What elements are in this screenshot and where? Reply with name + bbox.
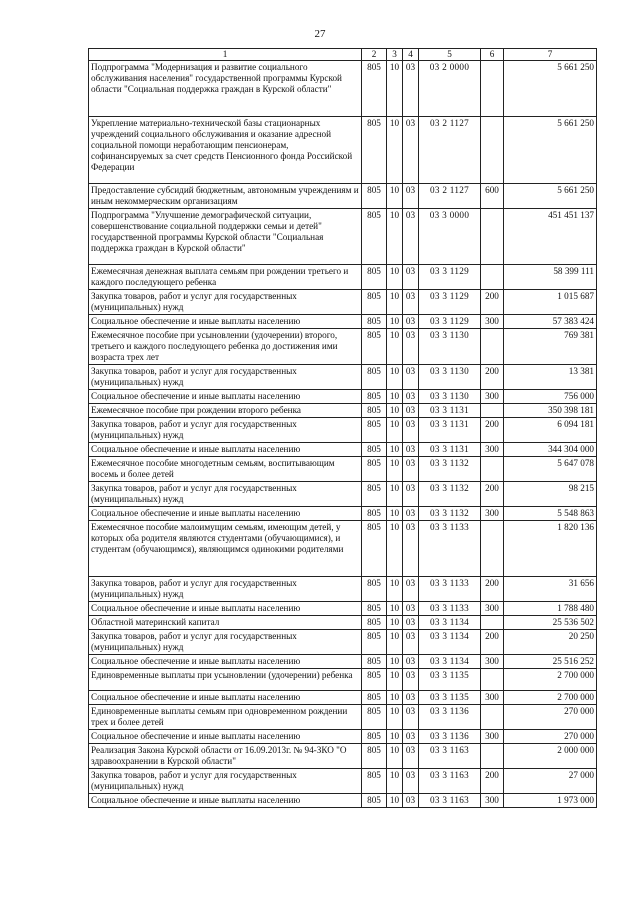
row-name-cell: Укрепление материально-технической базы стационарных учреждений социального обслуживания и оказание адресной социальной помощи неработающим пенсионерам, софинансируемых за счет средств Пенсионного фонда Российской Федерации bbox=[89, 117, 362, 184]
expense-type-cell bbox=[481, 209, 504, 265]
expense-type-cell bbox=[481, 744, 504, 769]
amount-cell: 25 536 502 bbox=[504, 616, 597, 630]
column-header: 7 bbox=[504, 49, 597, 61]
grbs-cell: 805 bbox=[362, 705, 387, 730]
section-cell: 10 bbox=[387, 630, 403, 655]
grbs-cell: 805 bbox=[362, 315, 387, 329]
subsection-cell: 03 bbox=[403, 290, 419, 315]
grbs-cell: 805 bbox=[362, 507, 387, 521]
table-row bbox=[89, 507, 597, 521]
section-cell: 10 bbox=[387, 290, 403, 315]
section-cell: 10 bbox=[387, 769, 403, 794]
amount-cell: 58 399 111 bbox=[504, 265, 597, 290]
expense-type-cell bbox=[481, 117, 504, 184]
grbs-cell: 805 bbox=[362, 290, 387, 315]
row-name-cell: Ежемесячное пособие при усыновлении (удочерении) второго, третьего и каждого последующего ребенка до достижения ими возраста трех лет bbox=[89, 329, 362, 365]
amount-cell: 350 398 181 bbox=[504, 404, 597, 418]
table-row bbox=[89, 669, 597, 691]
table-row bbox=[89, 290, 597, 315]
amount-cell: 2 700 000 bbox=[504, 691, 597, 705]
row-name-cell: Областной материнский капитал bbox=[89, 616, 362, 630]
target-article-cell: 03 3 1163 bbox=[419, 769, 481, 794]
expense-type-cell: 600 bbox=[481, 184, 504, 209]
expense-type-cell bbox=[481, 616, 504, 630]
target-article-cell: 03 3 1135 bbox=[419, 691, 481, 705]
target-article-cell: 03 3 1135 bbox=[419, 669, 481, 691]
table-row bbox=[89, 209, 597, 265]
budget-table bbox=[88, 48, 597, 808]
table-row bbox=[89, 315, 597, 329]
row-name-cell: Подпрограмма "Улучшение демографической ситуации, совершенствование социальной поддержки семьи и детей" государственной программы Курской области "Социальная поддержка граждан в Курской области" bbox=[89, 209, 362, 265]
table-row bbox=[89, 265, 597, 290]
grbs-cell: 805 bbox=[362, 691, 387, 705]
row-name-cell: Предоставление субсидий бюджетным, автономным учреждениям и иным некоммерческим организациям bbox=[89, 184, 362, 209]
amount-cell: 270 000 bbox=[504, 705, 597, 730]
grbs-cell: 805 bbox=[362, 616, 387, 630]
table-row bbox=[89, 457, 597, 482]
expense-type-cell: 300 bbox=[481, 507, 504, 521]
table-row bbox=[89, 602, 597, 616]
expense-type-cell: 300 bbox=[481, 730, 504, 744]
section-cell: 10 bbox=[387, 329, 403, 365]
grbs-cell: 805 bbox=[362, 655, 387, 669]
subsection-cell: 03 bbox=[403, 184, 419, 209]
table-row bbox=[89, 616, 597, 630]
grbs-cell: 805 bbox=[362, 404, 387, 418]
grbs-cell: 805 bbox=[362, 117, 387, 184]
row-name-cell: Социальное обеспечение и иные выплаты населению bbox=[89, 507, 362, 521]
table-row bbox=[89, 482, 597, 507]
section-cell: 10 bbox=[387, 209, 403, 265]
section-cell: 10 bbox=[387, 457, 403, 482]
row-name-cell: Социальное обеспечение и иные выплаты населению bbox=[89, 602, 362, 616]
table-row bbox=[89, 329, 597, 365]
expense-type-cell bbox=[481, 61, 504, 117]
row-name-cell: Единовременные выплаты семьям при одновременном рождении трех и более детей bbox=[89, 705, 362, 730]
expense-type-cell: 200 bbox=[481, 290, 504, 315]
subsection-cell: 03 bbox=[403, 117, 419, 184]
row-name-cell: Закупка товаров, работ и услуг для государственных (муниципальных) нужд bbox=[89, 769, 362, 794]
expense-type-cell bbox=[481, 457, 504, 482]
expense-type-cell bbox=[481, 705, 504, 730]
target-article-cell: 03 2 1127 bbox=[419, 184, 481, 209]
amount-cell: 5 647 078 bbox=[504, 457, 597, 482]
expense-type-cell: 200 bbox=[481, 577, 504, 602]
table-row bbox=[89, 744, 597, 769]
target-article-cell: 03 3 0000 bbox=[419, 209, 481, 265]
section-cell: 10 bbox=[387, 365, 403, 390]
section-cell: 10 bbox=[387, 705, 403, 730]
grbs-cell: 805 bbox=[362, 630, 387, 655]
table-row bbox=[89, 61, 597, 117]
row-name-cell: Ежемесячное пособие многодетным семьям, воспитывающим восемь и более детей bbox=[89, 457, 362, 482]
row-name-cell: Ежемесячное пособие малоимущим семьям, имеющим детей, у которых оба родителя являются студентами (обучающимися), и студентам (обучающимся), являющимся одинокими родителями bbox=[89, 521, 362, 577]
subsection-cell: 03 bbox=[403, 655, 419, 669]
subsection-cell: 03 bbox=[403, 521, 419, 577]
amount-cell: 31 656 bbox=[504, 577, 597, 602]
subsection-cell: 03 bbox=[403, 602, 419, 616]
amount-cell: 6 094 181 bbox=[504, 418, 597, 443]
target-article-cell: 03 3 1134 bbox=[419, 630, 481, 655]
subsection-cell: 03 bbox=[403, 418, 419, 443]
subsection-cell: 03 bbox=[403, 577, 419, 602]
expense-type-cell bbox=[481, 521, 504, 577]
table-row bbox=[89, 730, 597, 744]
target-article-cell: 03 3 1133 bbox=[419, 577, 481, 602]
column-header: 6 bbox=[481, 49, 504, 61]
row-name-cell: Социальное обеспечение и иные выплаты населению bbox=[89, 655, 362, 669]
section-cell: 10 bbox=[387, 744, 403, 769]
amount-cell: 98 215 bbox=[504, 482, 597, 507]
amount-cell: 1 015 687 bbox=[504, 290, 597, 315]
amount-cell: 27 000 bbox=[504, 769, 597, 794]
row-name-cell: Социальное обеспечение и иные выплаты населению bbox=[89, 315, 362, 329]
target-article-cell: 03 3 1132 bbox=[419, 482, 481, 507]
section-cell: 10 bbox=[387, 443, 403, 457]
row-name-cell: Закупка товаров, работ и услуг для государственных (муниципальных) нужд bbox=[89, 418, 362, 443]
amount-cell: 5 661 250 bbox=[504, 184, 597, 209]
target-article-cell: 03 3 1132 bbox=[419, 457, 481, 482]
row-name-cell: Социальное обеспечение и иные выплаты населению bbox=[89, 794, 362, 808]
expense-type-cell: 300 bbox=[481, 390, 504, 404]
table-row bbox=[89, 705, 597, 730]
table-row bbox=[89, 184, 597, 209]
subsection-cell: 03 bbox=[403, 769, 419, 794]
section-cell: 10 bbox=[387, 577, 403, 602]
expense-type-cell: 200 bbox=[481, 482, 504, 507]
row-name-cell: Закупка товаров, работ и услуг для государственных (муниципальных) нужд bbox=[89, 630, 362, 655]
table-row bbox=[89, 691, 597, 705]
section-cell: 10 bbox=[387, 390, 403, 404]
grbs-cell: 805 bbox=[362, 457, 387, 482]
section-cell: 10 bbox=[387, 265, 403, 290]
grbs-cell: 805 bbox=[362, 794, 387, 808]
grbs-cell: 805 bbox=[362, 521, 387, 577]
section-cell: 10 bbox=[387, 730, 403, 744]
amount-cell: 5 661 250 bbox=[504, 61, 597, 117]
grbs-cell: 805 bbox=[362, 482, 387, 507]
target-article-cell: 03 2 0000 bbox=[419, 61, 481, 117]
column-header: 2 bbox=[362, 49, 387, 61]
page-number: 27 bbox=[314, 28, 326, 40]
target-article-cell: 03 3 1163 bbox=[419, 744, 481, 769]
table-row bbox=[89, 794, 597, 808]
column-header: 3 bbox=[387, 49, 403, 61]
grbs-cell: 805 bbox=[362, 443, 387, 457]
subsection-cell: 03 bbox=[403, 730, 419, 744]
table-row bbox=[89, 365, 597, 390]
row-name-cell: Закупка товаров, работ и услуг для государственных (муниципальных) нужд bbox=[89, 577, 362, 602]
amount-cell: 1 820 136 bbox=[504, 521, 597, 577]
target-article-cell: 03 3 1134 bbox=[419, 616, 481, 630]
section-cell: 10 bbox=[387, 602, 403, 616]
subsection-cell: 03 bbox=[403, 457, 419, 482]
expense-type-cell: 200 bbox=[481, 769, 504, 794]
table-row bbox=[89, 117, 597, 184]
grbs-cell: 805 bbox=[362, 669, 387, 691]
section-cell: 10 bbox=[387, 691, 403, 705]
subsection-cell: 03 bbox=[403, 365, 419, 390]
expense-type-cell: 300 bbox=[481, 602, 504, 616]
expense-type-cell: 300 bbox=[481, 794, 504, 808]
column-header: 5 bbox=[419, 49, 481, 61]
target-article-cell: 03 3 1133 bbox=[419, 521, 481, 577]
target-article-cell: 03 3 1136 bbox=[419, 705, 481, 730]
section-cell: 10 bbox=[387, 794, 403, 808]
grbs-cell: 805 bbox=[362, 730, 387, 744]
target-article-cell: 03 3 1136 bbox=[419, 730, 481, 744]
target-article-cell: 03 3 1163 bbox=[419, 794, 481, 808]
table-row bbox=[89, 769, 597, 794]
expense-type-cell bbox=[481, 669, 504, 691]
grbs-cell: 805 bbox=[362, 769, 387, 794]
row-name-cell: Единовременные выплаты при усыновлении (удочерении) ребенка bbox=[89, 669, 362, 691]
target-article-cell: 03 3 1131 bbox=[419, 443, 481, 457]
subsection-cell: 03 bbox=[403, 315, 419, 329]
table-row bbox=[89, 418, 597, 443]
row-name-cell: Социальное обеспечение и иные выплаты населению bbox=[89, 390, 362, 404]
target-article-cell: 03 3 1130 bbox=[419, 365, 481, 390]
grbs-cell: 805 bbox=[362, 602, 387, 616]
table-row bbox=[89, 630, 597, 655]
amount-cell: 5 548 863 bbox=[504, 507, 597, 521]
amount-cell: 769 381 bbox=[504, 329, 597, 365]
section-cell: 10 bbox=[387, 507, 403, 521]
grbs-cell: 805 bbox=[362, 329, 387, 365]
subsection-cell: 03 bbox=[403, 443, 419, 457]
target-article-cell: 03 3 1129 bbox=[419, 315, 481, 329]
section-cell: 10 bbox=[387, 117, 403, 184]
subsection-cell: 03 bbox=[403, 794, 419, 808]
row-name-cell: Социальное обеспечение и иные выплаты населению bbox=[89, 730, 362, 744]
expense-type-cell: 200 bbox=[481, 418, 504, 443]
subsection-cell: 03 bbox=[403, 630, 419, 655]
subsection-cell: 03 bbox=[403, 209, 419, 265]
expense-type-cell bbox=[481, 404, 504, 418]
amount-cell: 57 383 424 bbox=[504, 315, 597, 329]
target-article-cell: 03 3 1129 bbox=[419, 265, 481, 290]
expense-type-cell: 300 bbox=[481, 315, 504, 329]
section-cell: 10 bbox=[387, 655, 403, 669]
grbs-cell: 805 bbox=[362, 418, 387, 443]
row-name-cell: Ежемесячное пособие при рождении второго ребенка bbox=[89, 404, 362, 418]
subsection-cell: 03 bbox=[403, 265, 419, 290]
row-name-cell: Социальное обеспечение и иные выплаты населению bbox=[89, 691, 362, 705]
amount-cell: 1 788 480 bbox=[504, 602, 597, 616]
subsection-cell: 03 bbox=[403, 744, 419, 769]
amount-cell: 13 381 bbox=[504, 365, 597, 390]
row-name-cell: Закупка товаров, работ и услуг для государственных (муниципальных) нужд bbox=[89, 290, 362, 315]
expense-type-cell bbox=[481, 329, 504, 365]
grbs-cell: 805 bbox=[362, 365, 387, 390]
amount-cell: 270 000 bbox=[504, 730, 597, 744]
row-name-cell: Социальное обеспечение и иные выплаты населению bbox=[89, 443, 362, 457]
grbs-cell: 805 bbox=[362, 209, 387, 265]
section-cell: 10 bbox=[387, 418, 403, 443]
expense-type-cell: 300 bbox=[481, 655, 504, 669]
amount-cell: 1 973 000 bbox=[504, 794, 597, 808]
amount-cell: 756 000 bbox=[504, 390, 597, 404]
amount-cell: 5 661 250 bbox=[504, 117, 597, 184]
row-name-cell: Закупка товаров, работ и услуг для государственных (муниципальных) нужд bbox=[89, 365, 362, 390]
expense-type-cell: 200 bbox=[481, 630, 504, 655]
target-article-cell: 03 3 1134 bbox=[419, 655, 481, 669]
table-row bbox=[89, 390, 597, 404]
target-article-cell: 03 3 1132 bbox=[419, 507, 481, 521]
row-name-cell: Подпрограмма "Модернизация и развитие социального обслуживания населения" государственной программы Курской области "Социальная поддержка граждан в Курской области" bbox=[89, 61, 362, 117]
header-row bbox=[89, 49, 597, 61]
section-cell: 10 bbox=[387, 616, 403, 630]
expense-type-cell: 300 bbox=[481, 691, 504, 705]
section-cell: 10 bbox=[387, 669, 403, 691]
table-row bbox=[89, 443, 597, 457]
subsection-cell: 03 bbox=[403, 404, 419, 418]
table-row bbox=[89, 577, 597, 602]
table-row bbox=[89, 521, 597, 577]
amount-cell: 2 000 000 bbox=[504, 744, 597, 769]
subsection-cell: 03 bbox=[403, 705, 419, 730]
section-cell: 10 bbox=[387, 61, 403, 117]
grbs-cell: 805 bbox=[362, 184, 387, 209]
section-cell: 10 bbox=[387, 184, 403, 209]
expense-type-cell: 200 bbox=[481, 365, 504, 390]
amount-cell: 344 304 000 bbox=[504, 443, 597, 457]
grbs-cell: 805 bbox=[362, 61, 387, 117]
subsection-cell: 03 bbox=[403, 329, 419, 365]
grbs-cell: 805 bbox=[362, 265, 387, 290]
expense-type-cell bbox=[481, 265, 504, 290]
grbs-cell: 805 bbox=[362, 390, 387, 404]
amount-cell: 20 250 bbox=[504, 630, 597, 655]
subsection-cell: 03 bbox=[403, 616, 419, 630]
section-cell: 10 bbox=[387, 482, 403, 507]
amount-cell: 451 451 137 bbox=[504, 209, 597, 265]
amount-cell: 2 700 000 bbox=[504, 669, 597, 691]
section-cell: 10 bbox=[387, 315, 403, 329]
target-article-cell: 03 3 1131 bbox=[419, 418, 481, 443]
row-name-cell: Ежемесячная денежная выплата семьям при рождении третьего и каждого последующего ребенка bbox=[89, 265, 362, 290]
grbs-cell: 805 bbox=[362, 577, 387, 602]
target-article-cell: 03 3 1129 bbox=[419, 290, 481, 315]
subsection-cell: 03 bbox=[403, 61, 419, 117]
grbs-cell: 805 bbox=[362, 744, 387, 769]
table-row bbox=[89, 655, 597, 669]
target-article-cell: 03 3 1130 bbox=[419, 329, 481, 365]
subsection-cell: 03 bbox=[403, 669, 419, 691]
subsection-cell: 03 bbox=[403, 691, 419, 705]
target-article-cell: 03 3 1131 bbox=[419, 404, 481, 418]
section-cell: 10 bbox=[387, 404, 403, 418]
subsection-cell: 03 bbox=[403, 482, 419, 507]
target-article-cell: 03 2 1127 bbox=[419, 117, 481, 184]
column-header: 1 bbox=[89, 49, 362, 61]
row-name-cell: Реализация Закона Курской области от 16.09.2013г. № 94-ЗКО "О здравоохранении в Курской области" bbox=[89, 744, 362, 769]
table-row bbox=[89, 404, 597, 418]
target-article-cell: 03 3 1130 bbox=[419, 390, 481, 404]
row-name-cell: Закупка товаров, работ и услуг для государственных (муниципальных) нужд bbox=[89, 482, 362, 507]
subsection-cell: 03 bbox=[403, 390, 419, 404]
section-cell: 10 bbox=[387, 521, 403, 577]
target-article-cell: 03 3 1133 bbox=[419, 602, 481, 616]
amount-cell: 25 516 252 bbox=[504, 655, 597, 669]
expense-type-cell: 300 bbox=[481, 443, 504, 457]
column-header: 4 bbox=[403, 49, 419, 61]
subsection-cell: 03 bbox=[403, 507, 419, 521]
